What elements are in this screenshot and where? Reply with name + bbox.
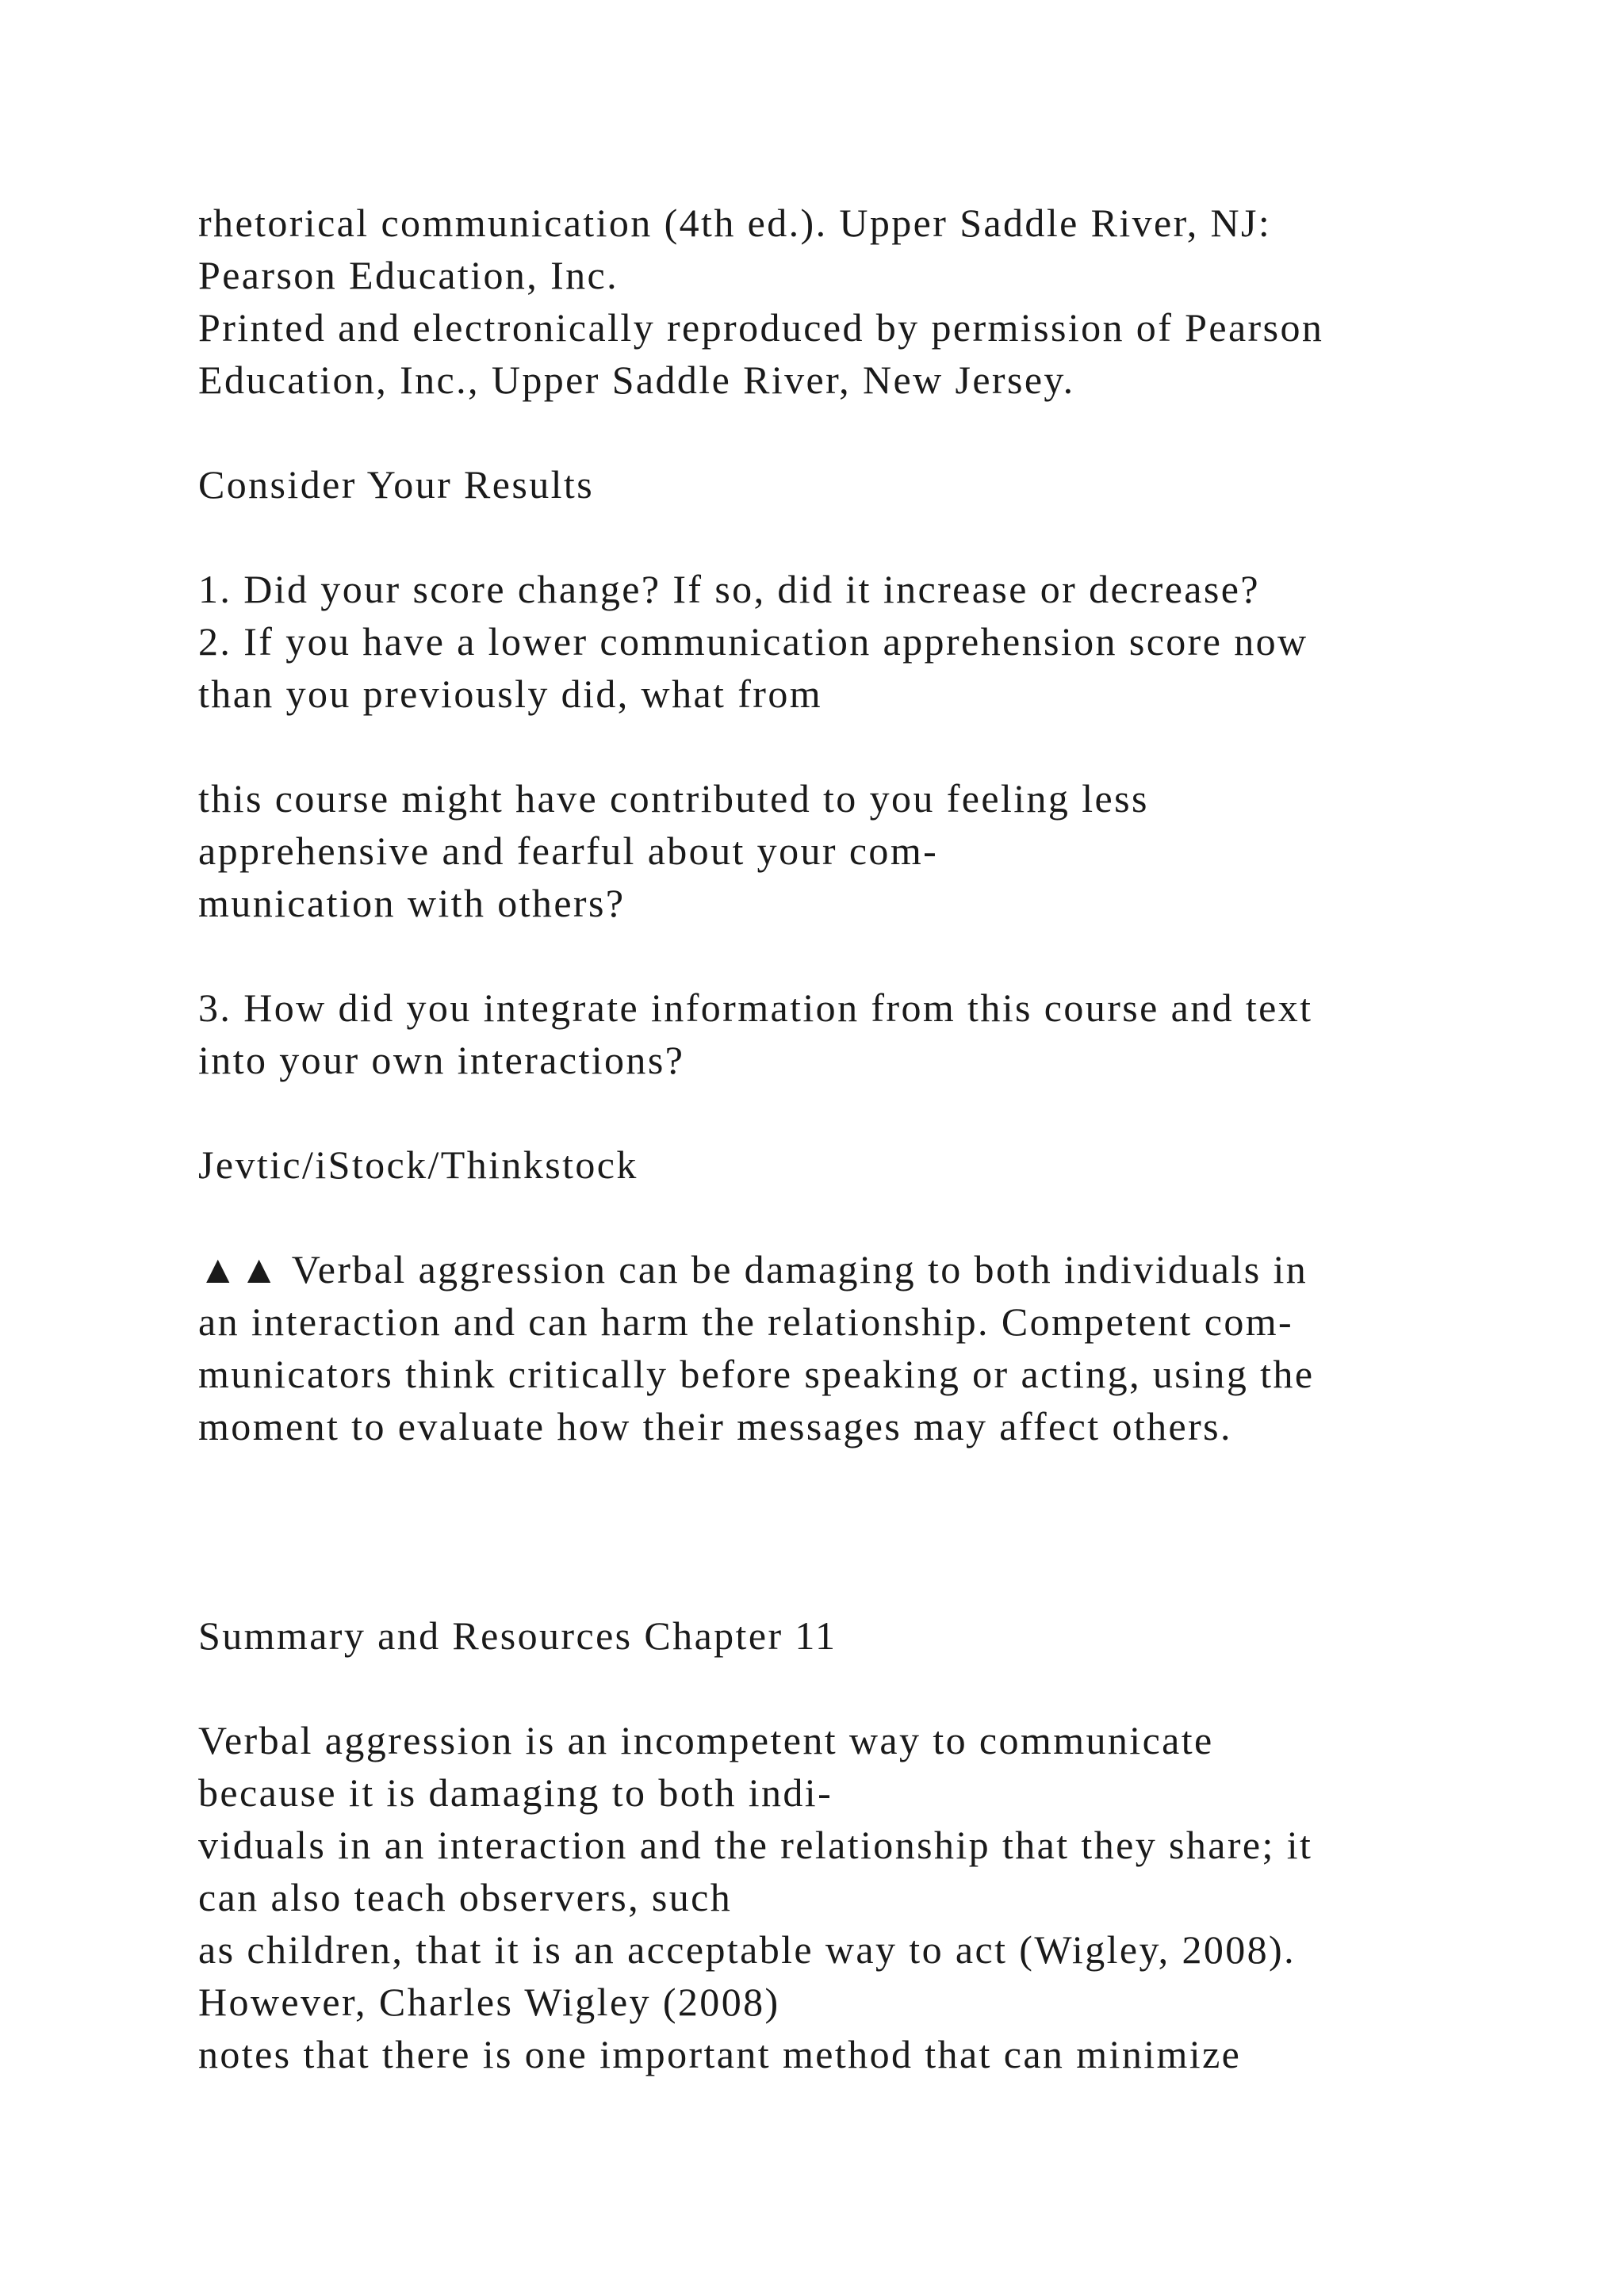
question-2-line: this course might have contributed to you feeling less [198,776,1149,821]
summary-line: because it is damaging to both indi- [198,1770,833,1815]
caption-line: moment to evaluate how their messages may affect others. [198,1404,1232,1448]
permission-line: Education, Inc., Upper Saddle River, New Jersey. [198,358,1075,402]
summary-line: as children, that it is an acceptable way to act (Wigley, 2008). [198,1927,1296,1972]
summary-line: viduals in an interaction and the relationship that they share; it [198,1823,1313,1867]
question-3-line: 3. How did you integrate information from this course and text [198,985,1313,1030]
section-heading-summary: Summary and Resources Chapter 11 [198,1613,837,1658]
citation-line: rhetorical communication (4th ed.). Upper Saddle River, NJ: [198,201,1272,245]
permission-line: Printed and electronically reproduced by permission of Pearson [198,305,1324,350]
question-1: 1. Did your score change? If so, did it increase or decrease? [198,567,1260,611]
summary-line: However, Charles Wigley (2008) [198,1980,780,2024]
question-2-line: than you previously did, what from [198,672,823,716]
summary-line: Verbal aggression is an incompetent way to communicate [198,1718,1214,1762]
photo-credit: Jevtic/iStock/Thinkstock [198,1142,638,1187]
section-heading-consider-results: Consider Your Results [198,462,595,507]
question-3-line: into your own interactions? [198,1038,685,1082]
question-2-line: munication with others? [198,881,626,925]
question-2-line: 2. If you have a lower communication apprehension score now [198,619,1308,664]
summary-line: notes that there is one important method that can minimize [198,2032,1242,2076]
citation-line: Pearson Education, Inc. [198,253,619,297]
caption-line: an interaction and can harm the relationship. Competent com- [198,1299,1294,1344]
caption-line: municators think critically before speaking or acting, using the [198,1352,1315,1396]
summary-line: can also teach observers, such [198,1875,733,1919]
question-2-line: apprehensive and fearful about your com- [198,828,939,873]
caption-line: ▲▲ Verbal aggression can be damaging to both individuals in [198,1247,1308,1292]
